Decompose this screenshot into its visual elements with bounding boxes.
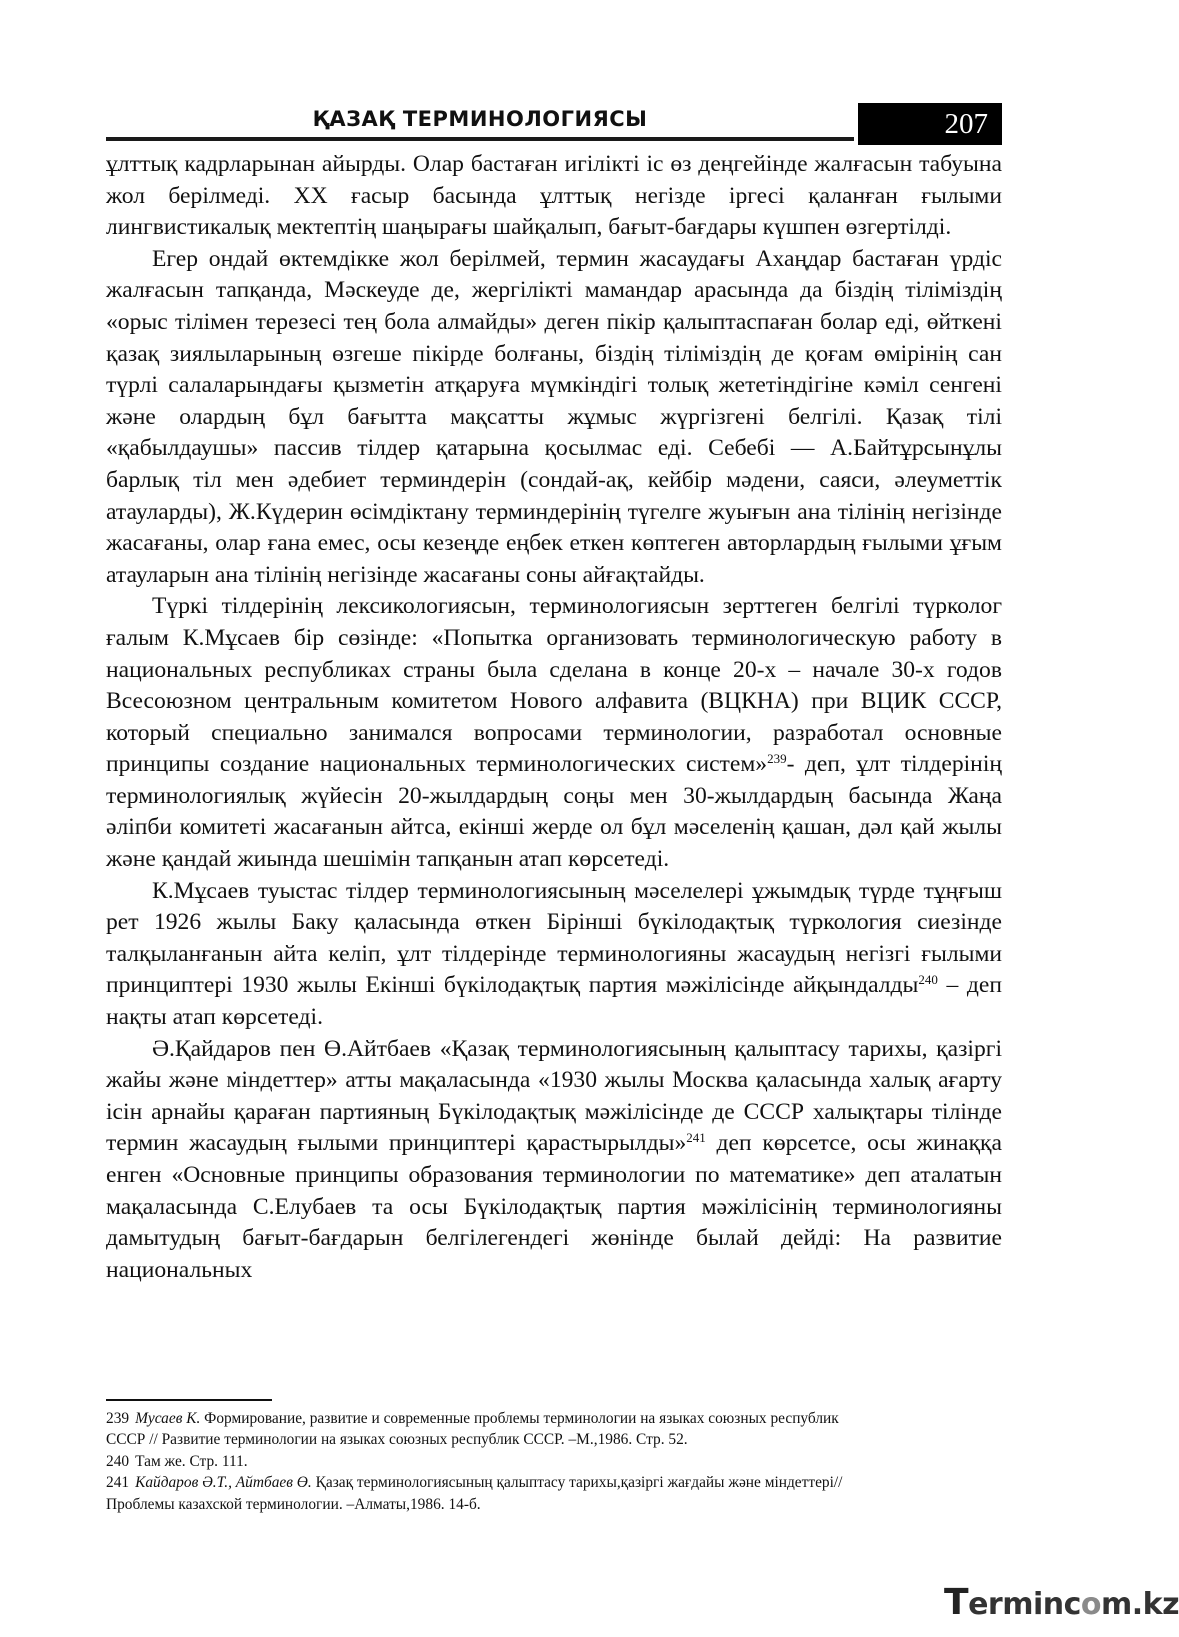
paragraph-3-text-cont: - деп, ұлт тілдерінің терминологиялық жүйесін 20-жылдардың соңы мен 30-жылдардың басында Жаңа әліпби комитеті жасағанын айтса, екінші жерде ол бұл мәселенің қашан, дәл қай жылы және қандай жиында шешімін тапқанын атап көрсетеді.: [106, 751, 1002, 873]
paragraph-4-text: К.Мұсаев туыстас тілдер терминологиясының мәселелері ұжымдық түрде тұңғыш рет 1926 жылы Баку қаласында өткен Бірінші бүкілодақтық түркология сиезінде талқыланғанын айта келіп, ұлт тілдерінде терминологияны жасаудың негізгі ғылыми принциптері 1930 жылы Екінші бүкілодақтық партия мәжілісінде айқындалды: [106, 877, 1002, 999]
logo-t: T: [944, 1582, 969, 1623]
paragraph-2: Егер ондай өктемдікке жол берілмей, термин жасаудағы Ахаңдар бастаған үрдіс жалғасын тапқанда, Мәскеуде де, жергілікті мамандар арасында да біздің тіліміздің «орыс тілімен терезесі тең бола алмайды» деген пікір қалыптаспаған болар еді, өйткені қазақ зиялыларының өзгеше пікірде болғаны, біздің тіліміздің де қоғам өмірінің сан түрлі салаларындағы қызметін атқаруға мүмкіндігі толық жететіндігіне кәміл сенгені және олардың бұл бағытта мақсатты жұмыс жүргізгені белгілі. Қазақ тілі «қабылдаушы» пассив тілдер қатарына қосылмас еді. Себебі — А.Байтұрсынұлы барлық тіл мен әдебиет терминдерін (сондай-ақ, кейбір мәдени, саяси, әлеуметтік атауларды), Ж.Күдерин өсімдіктану терминдерінің түгелге жуығын ана тілінің негізінде жасағаны, олар ғана емес, осы кезеңде еңбек еткен көптеген авторлардың ғылыми ұғым атауларын ана тілінің негізінде жасағаны соны айғақтайды.: [106, 245, 1002, 588]
footnote-text: Там же. Стр. 111.: [135, 1452, 248, 1470]
header-rule: [106, 137, 854, 141]
logo-text: erminc: [968, 1587, 1081, 1622]
footnote-ref-239[interactable]: 239: [767, 751, 787, 767]
footnote-239-line1: [106, 1408, 1006, 1429]
main-text: [106, 149, 1002, 1286]
footnote-author: Кайдаров Ә.Т., Айтбаев Ө.: [135, 1474, 312, 1492]
paragraph-3-text: Түркі тілдерінің лексикологиясын, терминологиясын зерттеген белгілі түрколог ғалым К.Мұсаев бір сөзінде: «Попытка организовать терминологическую работу в национальных республиках страны была сделана в конце 20-х – начале 30-х годов Всесоюзном центральным комитетом Нового алфавита (ВЦКНА) при ВЦИК СССР, который специально занимался вопросами терминологии, разработал основные принципы создание национальных терминологических систем»: [106, 593, 1002, 778]
footnote-author: Мусаев К.: [135, 1410, 201, 1427]
paragraph-5-text-cont: деп көрсетсе, осы жинаққа енген «Основные принципы образования терминологии по математике» деп аталатын мақаласында С.Елубаев та осы Бүкілодақтық партия мәжілісінің терминологияны дамытудың бағыт-бағдарын белгілегендегі жөнінде былай дейді: На развитие национальных: [106, 1130, 1002, 1283]
footnote-241-line1: [106, 1472, 1006, 1493]
footnote-number: 239: [106, 1410, 130, 1427]
footnote-241-line2: Проблемы казахской терминологии. –Алматы,1986. 14-б.: [106, 1495, 481, 1513]
footnote-text: Формирование, развитие и современные проблемы терминологии на языках союзных республик: [200, 1410, 839, 1427]
paragraph-5-text: Ә.Қайдаров пен Ө.Айтбаев «Қазақ терминологиясының қалыптасу тарихы, қазіргі жайы және міндеттер» атты мақаласында «1930 жылы Москва қаласында халық ағарту ісін арнайы қараған партияның Бүкілодақтық мәжілісінде де СССР халықтары тілінде термин жасаудың ғылыми принциптері қарастырылды»: [106, 1035, 1002, 1157]
logo-o: o: [1080, 1587, 1102, 1622]
logo-domain: m.kz: [1101, 1587, 1179, 1622]
paragraph-1: ұлттық кадрларынан айырды. Олар бастаған игілікті іс өз деңгейінде жалғасын табуына жол берілмеді. XX ғасыр басында ұлттық негізде іргесі қаланған ғылыми лингвистикалық мектептің шаңырағы шайқалып, бағыт-бағдары күшпен өзгертілді.: [106, 151, 1002, 241]
termincom-watermark-logo: [944, 1582, 1179, 1623]
paragraph-4-text-cont: – деп нақты атап көрсетеді.: [106, 972, 1002, 1031]
footnotes: [106, 1408, 1006, 1515]
running-header: [106, 103, 1002, 145]
footnote-text: Қазақ терминологиясының қалыптасу тарихы,қазіргі жағдайы және міндеттері//: [311, 1474, 843, 1492]
footnote-separator: [106, 1399, 272, 1401]
paragraph-5: [106, 1034, 1002, 1287]
footnote-ref-241[interactable]: 241: [686, 1130, 706, 1146]
page-number: 207: [858, 103, 1002, 145]
footnote-number: 240: [106, 1452, 130, 1470]
header-title: ҚАЗАҚ ТЕРМИНОЛОГИЯСЫ: [312, 107, 648, 131]
footnote-239-line2: СССР // Развитие терминологии на языках союзных республик СССР. –М.,1986. Стр. 52.: [106, 1431, 688, 1449]
footnote-ref-240[interactable]: 240: [918, 972, 938, 988]
footnote-number: 241: [106, 1474, 130, 1492]
paragraph-4: [106, 876, 1002, 1034]
paragraph-3: [106, 591, 1002, 875]
footnote-240: [106, 1451, 1006, 1472]
